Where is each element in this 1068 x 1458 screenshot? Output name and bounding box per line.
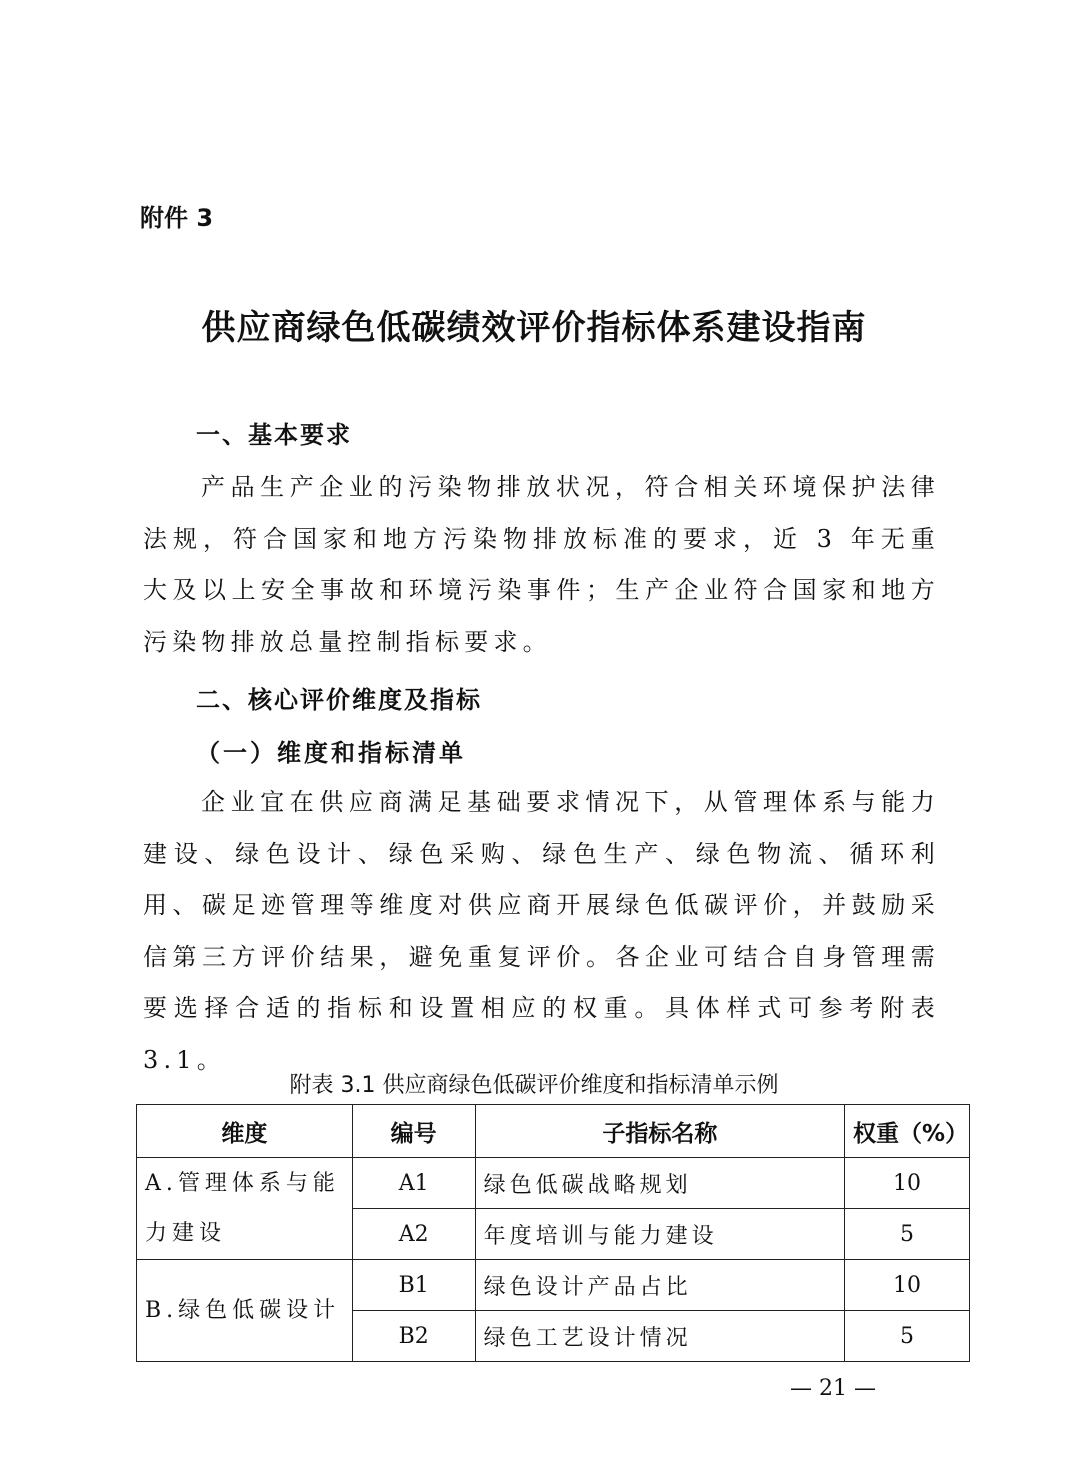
table-row bbox=[137, 1158, 970, 1209]
section-heading-basic-requirements: 一、基本要求 bbox=[196, 421, 352, 449]
sub-indicator-cell: 绿色工艺设计情况 bbox=[475, 1311, 844, 1362]
section-heading-core-dimensions: 二、核心评价维度及指标 bbox=[196, 686, 482, 714]
dimension-cell: B.绿色低碳设计 bbox=[137, 1260, 353, 1362]
paragraph-dimension-list: 企业宜在供应商满足基础要求情况下，从管理体系与能力建设、绿色设计、绿色采购、绿色生产、绿色物流、循环利用、碳足迹管理等维度对供应商开展绿色低碳评价，并鼓励采信第三方评价结果，避免重复评价。各企业可结合自身管理需要选择合适的指标和设置相应的权重。具体样式可参考附表 3.1。 bbox=[143, 788, 940, 1074]
table-caption: 附表 3.1 供应商绿色低碳评价维度和指标清单示例 bbox=[289, 1073, 779, 1098]
subsection-heading-dimension-list: （一）维度和指标清单 bbox=[196, 738, 466, 767]
sub-indicator-cell: 绿色低碳战略规划 bbox=[475, 1158, 844, 1209]
code-cell: A2 bbox=[352, 1209, 475, 1260]
table-row bbox=[137, 1260, 970, 1311]
attachment-label: 附件 3 bbox=[140, 204, 214, 232]
weight-cell: 10 bbox=[845, 1260, 970, 1311]
document-title: 供应商绿色低碳绩效评价指标体系建设指南 bbox=[201, 308, 867, 348]
code-cell: B1 bbox=[352, 1260, 475, 1311]
header-dimension: 维度 bbox=[137, 1105, 353, 1158]
header-code: 编号 bbox=[352, 1105, 475, 1158]
paragraph-basic-requirements: 产品生产企业的污染物排放状况，符合相关环境保护法律法规，符合国家和地方污染物排放标准的要求，近 3 年无重大及以上安全事故和环境污染事件；生产企业符合国家和地方污染物排放总量控制指标要求。 bbox=[143, 473, 940, 656]
dimension-cell: A.管理体系与能力建设 bbox=[137, 1158, 353, 1260]
header-weight: 权重（%） bbox=[845, 1105, 970, 1158]
sub-indicator-cell: 绿色设计产品占比 bbox=[475, 1260, 844, 1311]
table-header-row bbox=[137, 1105, 970, 1158]
weight-cell: 5 bbox=[845, 1209, 970, 1260]
sub-indicator-cell: 年度培训与能力建设 bbox=[475, 1209, 844, 1260]
header-sub-indicator: 子指标名称 bbox=[475, 1105, 844, 1158]
page-number: — 21 — bbox=[790, 1376, 876, 1401]
code-cell: A1 bbox=[352, 1158, 475, 1209]
weight-cell: 5 bbox=[845, 1311, 970, 1362]
indicator-table bbox=[136, 1104, 970, 1362]
weight-cell: 10 bbox=[845, 1158, 970, 1209]
code-cell: B2 bbox=[352, 1311, 475, 1362]
